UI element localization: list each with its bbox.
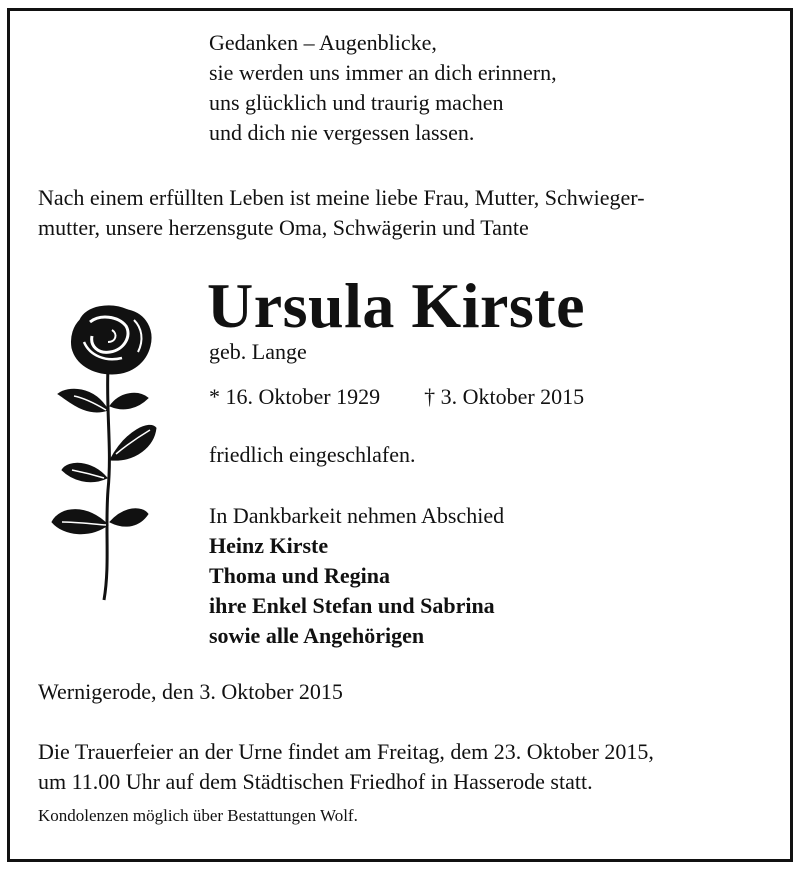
maiden-name: geb. Lange [209,339,307,364]
poem-line: und dich nie vergessen lassen. [209,120,475,145]
mourner: Thoma und Regina [209,563,390,588]
peaceful-text: friedlich eingeschlafen. [209,442,416,467]
intro-line: Nach einem erfüllten Leben ist meine liebe Frau, Mutter, Schwieger- [38,185,645,210]
birth-date: * 16. Oktober 1929 [209,384,381,409]
service-line: um 11.00 Uhr auf dem Städtischen Friedhof in Hasserode statt. [38,769,593,794]
mourners-list [209,531,495,651]
condolence-note: Kondolenzen möglich über Bestattungen Wolf. [38,806,358,825]
service-line: Die Trauerfeier an der Urne findet am Freitag, dem 23. Oktober 2015, [38,739,654,764]
mourner: ihre Enkel Stefan und Sabrina [209,593,495,618]
mourner: sowie alle Angehörigen [209,623,425,648]
place-date: Wernigerode, den 3. Oktober 2015 [38,679,343,704]
service-info [38,737,654,797]
rose-icon [50,300,165,605]
deceased-name: Ursula Kirste [207,270,585,341]
intro-text [38,183,645,243]
farewell-intro: In Dankbarkeit nehmen Abschied [209,503,505,528]
life-dates [209,382,584,412]
poem-line: Gedanken – Augenblicke, [209,30,437,55]
poem-line: sie werden uns immer an dich erinnern, [209,60,557,85]
poem [209,28,557,148]
intro-line: mutter, unsere herzensgute Oma, Schwägerin und Tante [38,215,529,240]
death-date: † 3. Oktober 2015 [424,384,585,409]
mourner: Heinz Kirste [209,533,329,558]
poem-line: uns glücklich und traurig machen [209,90,504,115]
